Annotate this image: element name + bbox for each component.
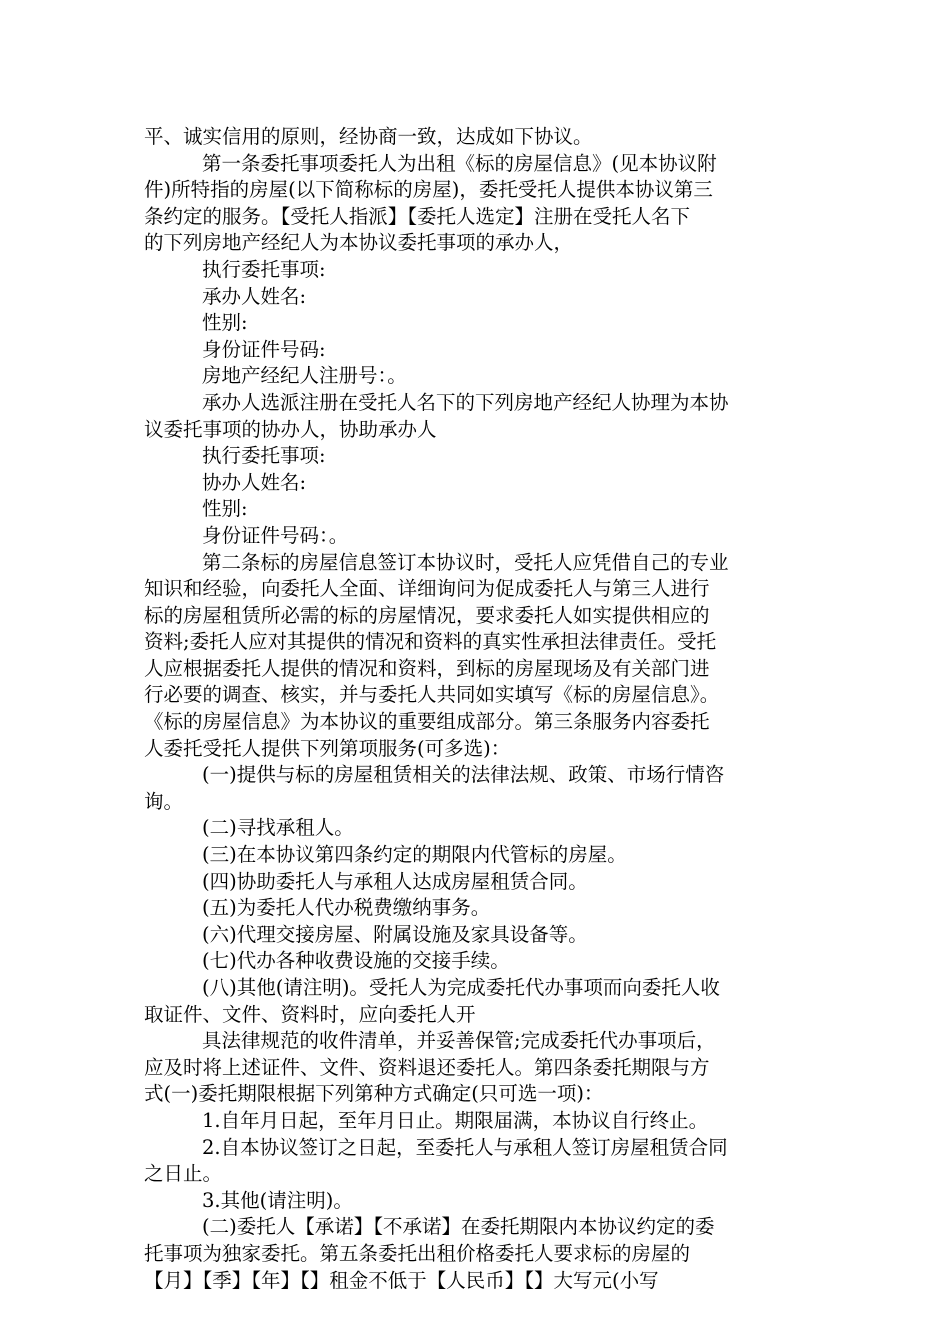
- text-line: 性别:: [202, 311, 248, 335]
- text-line: 条约定的服务。【受托人指派】【委托人选定】注册在受托人名下: [144, 204, 691, 228]
- text-line: (五)为委托人代办税费缴纳事务。: [202, 896, 491, 920]
- text-line: (四)协助委托人与承租人达成房屋租赁合同。: [202, 869, 588, 893]
- text-line: 托事项为独家委托。第五条委托出租价格委托人要求标的房屋的: [144, 1241, 691, 1265]
- text-line: (二)委托人【承诺】【不承诺】在委托期限内本协议约定的委: [202, 1215, 715, 1239]
- text-line: 承办人选派注册在受托人名下的下列房地产经纪人协理为本协: [202, 390, 729, 414]
- document-body: [144, 124, 808, 1294]
- text-line: 性别:: [202, 497, 248, 521]
- text-line: 2.自本协议签订之日起，至委托人与承租人签订房屋租赁合同: [202, 1135, 728, 1159]
- text-line: 协办人姓名:: [202, 470, 307, 494]
- text-line: 人应根据委托人提供的情况和资料，到标的房屋现场及有关部门进: [144, 656, 710, 680]
- text-line: 1.自年月日起，至年月日止。期限届满，本协议自行终止。: [202, 1108, 709, 1132]
- text-line: 之日止。: [144, 1162, 223, 1186]
- text-line: 第二条标的房屋信息签订本协议时，受托人应凭借自己的专业: [202, 550, 729, 574]
- text-line: (七)代办各种收费设施的交接手续。: [202, 949, 510, 973]
- text-line: 执行委托事项:: [202, 257, 326, 281]
- text-line: 式(一)委托期限根据下列第种方式确定(只可选一项)：: [144, 1082, 604, 1106]
- text-line: 承办人姓名:: [202, 284, 307, 308]
- text-line: 第一条委托事项委托人为出租《标的房屋信息》(见本协议附: [202, 151, 717, 175]
- text-line: 平、诚实信用的原则，经协商一致，达成如下协议。: [144, 125, 593, 148]
- text-line: 行必要的调查、核实，并与委托人共同如实填写《标的房屋信息》。: [144, 683, 720, 707]
- text-line: 知识和经验，向委托人全面、详细询问为促成委托人与第三人进行: [144, 577, 710, 601]
- text-line: 房地产经纪人注册号：。: [202, 364, 407, 388]
- text-line: 执行委托事项:: [202, 444, 326, 468]
- text-line: 议委托事项的协办人，协助承办人: [144, 417, 437, 441]
- text-line: 标的房屋租赁所必需的标的房屋情况，要求委托人如实提供相应的: [144, 603, 710, 627]
- text-line: (三)在本协议第四条约定的期限内代管标的房屋。: [202, 843, 627, 867]
- text-line: (二)寻找承租人。: [202, 816, 354, 840]
- text-line: 身份证件号码：。: [202, 523, 349, 547]
- text-line: 应及时将上述证件、文件、资料退还委托人。第四条委托期限与方: [144, 1055, 710, 1079]
- text-line: (一)提供与标的房屋租赁相关的法律法规、政策、市场行情咨: [202, 763, 725, 787]
- text-line: 询。: [144, 789, 184, 813]
- text-line: 身份证件号码:: [202, 337, 326, 361]
- text-line: (八)其他(请注明)。受托人为完成委托代办事项而向委托人收: [202, 976, 720, 999]
- text-line: 具法律规范的收件清单，并妥善保管;完成委托代办事项后，: [202, 1029, 716, 1053]
- text-line: 【月】【季】【年】【】租金不低于【人民币】【】大写元(小写: [144, 1268, 659, 1292]
- text-line: (六)代理交接房屋、附属设施及家具设备等。: [202, 922, 588, 946]
- text-line: 人委托受托人提供下列第项服务(可多选)：: [144, 736, 511, 760]
- text-line: 取证件、文件、资料时，应向委托人开: [144, 1002, 476, 1026]
- text-line: 的下列房地产经纪人为本协议委托事项的承办人，: [144, 231, 574, 255]
- text-line: 资料;委托人应对其提供的情况和资料的真实性承担法律责任。受托: [144, 630, 717, 654]
- text-line: 件)所特指的房屋(以下简称标的房屋)，委托受托人提供本协议第三: [144, 178, 713, 202]
- text-line: 3.其他(请注明)。: [202, 1188, 353, 1212]
- text-line: 《标的房屋信息》为本协议的重要组成部分。第三条服务内容委托: [144, 710, 710, 734]
